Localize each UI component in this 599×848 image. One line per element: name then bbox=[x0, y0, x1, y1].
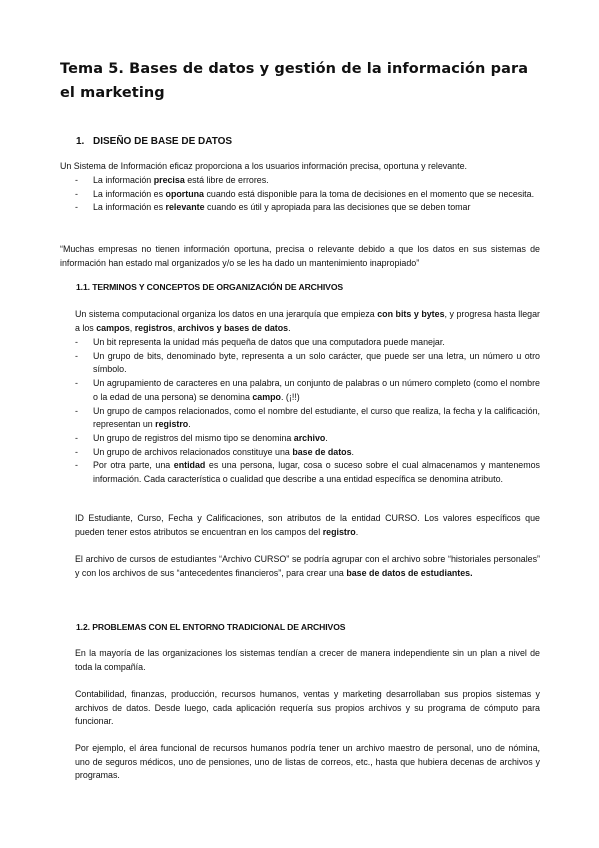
list-item: - Un grupo de archivos relacionados constituye una base de datos. bbox=[75, 446, 540, 460]
list-item: - Un grupo de registros del mismo tipo se denomina archivo. bbox=[75, 432, 540, 446]
list-item: - La información precisa está libre de errores. bbox=[75, 174, 540, 188]
section-1-heading bbox=[76, 136, 232, 147]
document-title: Tema 5. Bases de datos y gestión de la información para el marketing bbox=[60, 61, 529, 101]
list-item: - Un bit representa la unidad más pequeña de datos que una computadora puede manejar. bbox=[75, 336, 540, 350]
section-1-intro: Un Sistema de Información eficaz proporciona a los usuarios información precisa, oportuna y relevante. bbox=[60, 161, 467, 171]
section-1-1-heading: 1.1. TERMINOS Y CONCEPTOS DE ORGANIZACIÓN DE ARCHIVOS bbox=[76, 282, 344, 292]
list-item: - Un grupo de campos relacionados, como el nombre del estudiante, el curso que realiza, la fecha y la calificación, representan un registro. bbox=[75, 405, 540, 432]
section-1-1-paragraph-1: Un sistema computacional organiza los datos en una jerarquía que empieza con bits y bytes, y progresa hasta llegar a los campos, registros, archivos y bases de datos. bbox=[75, 309, 541, 333]
section-1-quote: “Muchas empresas no tienen información oportuna, precisa o relevante debido a que los datos en sus sistemas de información han estado mal organizados y/o se les ha dado un mantenimiento inapropiado” bbox=[60, 244, 540, 268]
section-1-1-paragraph-2: ID Estudiante, Curso, Fecha y Calificaciones, son atributos de la entidad CURSO. Los valores específicos que pueden tener estos atributos se encuentran en los campos del registro. bbox=[75, 513, 540, 537]
list-item: - La información es relevante cuando es útil y apropiada para las decisiones que se deben tomar bbox=[75, 201, 540, 215]
section-1-1-paragraph-3: El archivo de cursos de estudiantes “Archivo CURSO” se podría agrupar con el archivo sobre “historiales personales” y con los archivos de sus “antecedentes financieros”, para crear una base de datos de estudiantes. bbox=[75, 554, 540, 578]
section-1-2-paragraph-2: Contabilidad, finanzas, producción, recursos humanos, ventas y marketing desarrollaban sus propios sistemas y archivos de datos. Desde luego, cada aplicación requería sus propios archivos y su programa de cómputo para funcionar. bbox=[75, 689, 540, 727]
list-item: - Por otra parte, una entidad es una persona, lugar, cosa o suceso sobre el cual almacenamos y mantenemos información. Cada característica o cualidad que describe a una entidad específica se denomina atributo. bbox=[75, 459, 540, 486]
section-1-2-paragraph-1: En la mayoría de las organizaciones los sistemas tendían a crecer de manera independiente sin un plan a nivel de toda la compañía. bbox=[75, 648, 540, 672]
list-item: - Un grupo de bits, denominado byte, representa a un solo carácter, que puede ser una letra, un número u otro símbolo. bbox=[75, 350, 540, 377]
section-1-bullet-list bbox=[75, 174, 540, 215]
section-1-1-bullet-list bbox=[75, 336, 540, 487]
list-item: - La información es oportuna cuando está disponible para la toma de decisiones en el momento que se necesita. bbox=[75, 188, 540, 202]
section-1-number: 1. bbox=[76, 136, 85, 147]
section-1-title: DISEÑO DE BASE DE DATOS bbox=[93, 136, 233, 147]
section-1-2-heading: 1.2. PROBLEMAS CON EL ENTORNO TRADICIONAL DE ARCHIVOS bbox=[76, 622, 346, 632]
section-1-2-paragraph-3: Por ejemplo, el área funcional de recursos humanos podría tener un archivo maestro de personal, uno de nómina, uno de seguros médicos, uno de pensiones, uno de listas de correos, etc., hasta que hubiera decenas de archivos y programas. bbox=[75, 743, 540, 781]
list-item: - Un agrupamiento de caracteres en una palabra, un conjunto de palabras o un número completo (como el nombre o la edad de una persona) se denomina campo. (¡!!) bbox=[75, 377, 540, 404]
